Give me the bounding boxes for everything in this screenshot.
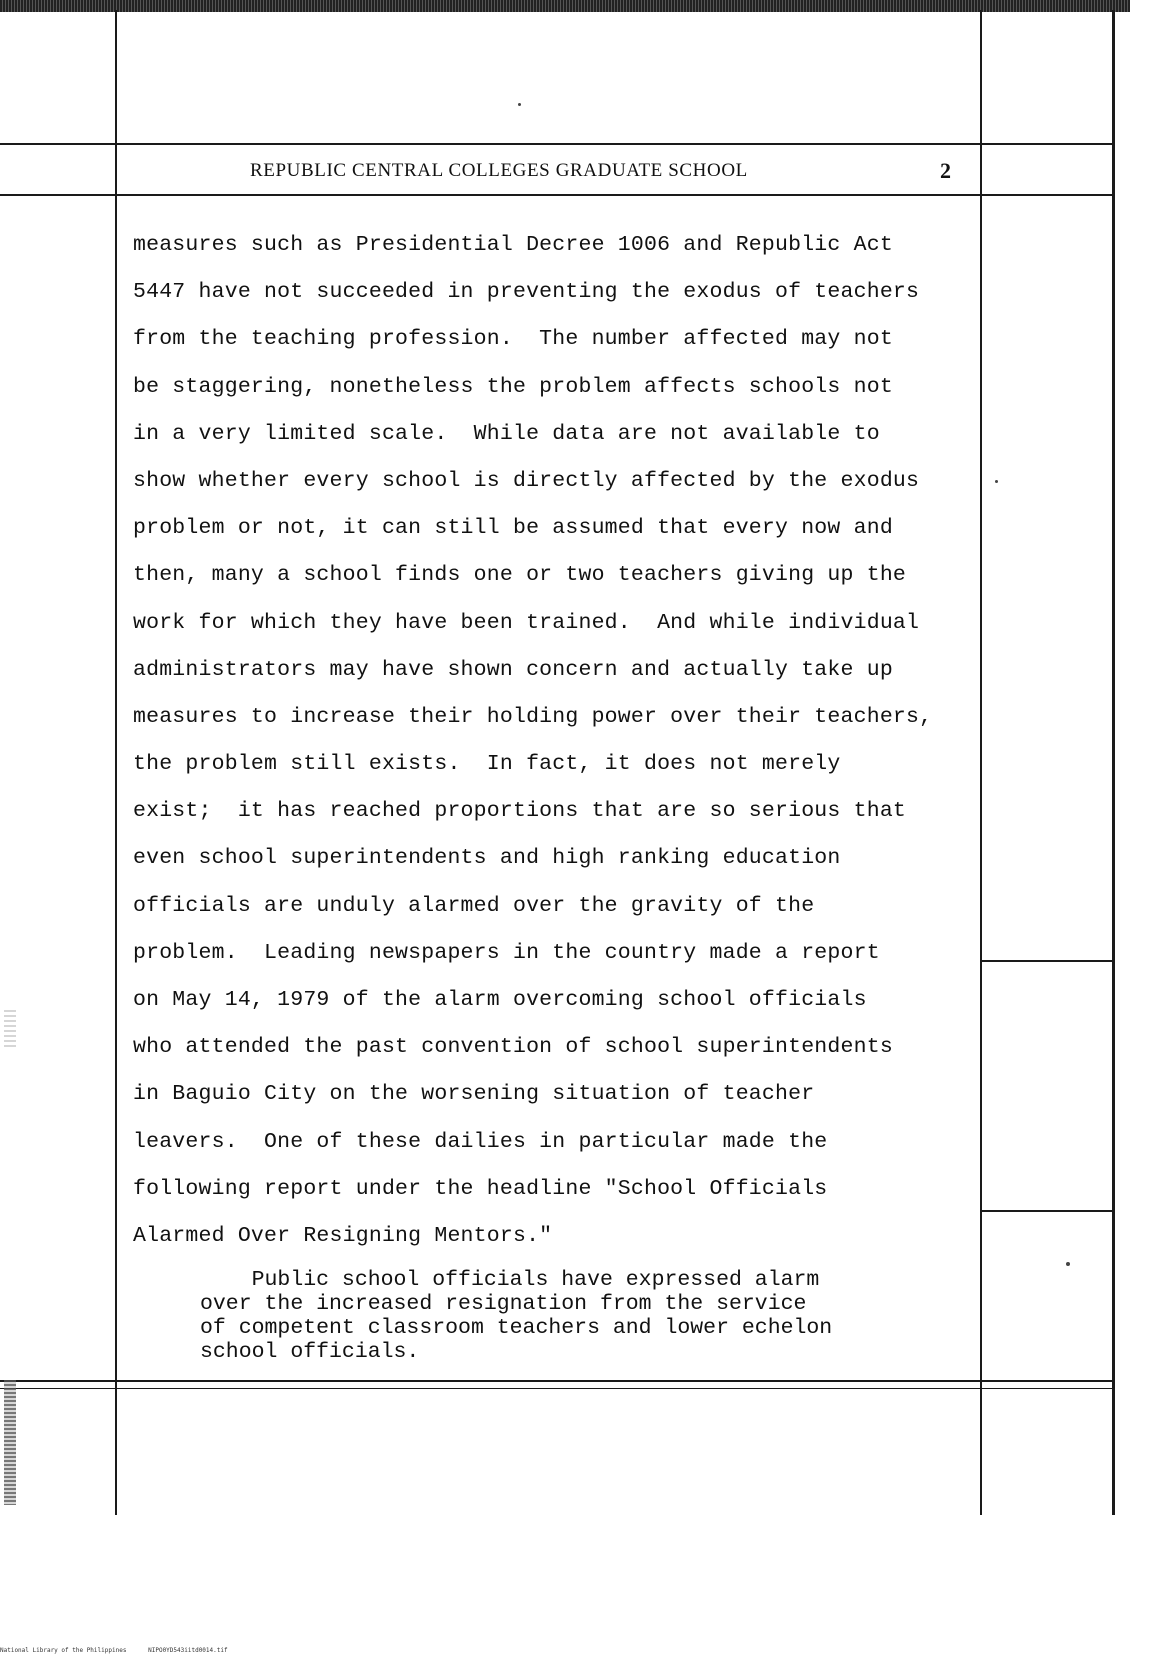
footer-second-rule	[0, 1388, 1115, 1389]
text-line: 5447 have not succeeded in preventing the exodus of teachers	[133, 280, 920, 305]
footer-file-id: NIPO0YD543iitd0014.tif	[148, 1647, 228, 1654]
header-bottom-rule	[0, 194, 1115, 196]
text-line: leavers. One of these dailies in particular made the	[133, 1129, 828, 1154]
quote-line: school officials.	[200, 1340, 420, 1364]
text-line: officials are unduly alarmed over the gravity of the	[133, 893, 815, 918]
scan-speck	[995, 480, 998, 483]
scan-edge-artifact	[4, 1380, 16, 1505]
text-line: exist; it has reached proportions that are so serious that	[133, 799, 907, 824]
text-line: following report under the headline "School Officials	[133, 1176, 828, 1201]
block-quote	[200, 1268, 960, 1364]
text-line: be staggering, nonetheless the problem affects schools not	[133, 374, 893, 399]
text-line: from the teaching profession. The number affected may not	[133, 327, 893, 352]
left-margin-rule	[115, 10, 117, 1515]
quote-line: of competent classroom teachers and lower echelon	[200, 1316, 833, 1340]
right-column-rule-2	[982, 1210, 1114, 1212]
footer-library: National Library of the Philippines	[0, 1647, 127, 1654]
text-line: the problem still exists. In fact, it does not merely	[133, 752, 841, 777]
outer-right-rule	[1112, 10, 1115, 1515]
footer-top-rule	[0, 1380, 1115, 1382]
text-line: in Baguio City on the worsening situation of teacher	[133, 1082, 815, 1107]
text-line: who attended the past convention of school superintendents	[133, 1035, 893, 1060]
scan-speck	[518, 103, 521, 106]
right-column-rule-1	[982, 960, 1114, 962]
header-top-rule	[0, 143, 1115, 145]
body-paragraph	[133, 222, 993, 1260]
text-line: administrators may have shown concern and actually take up	[133, 657, 893, 682]
text-line: on May 14, 1979 of the alarm overcoming school officials	[133, 988, 867, 1012]
page-header	[120, 150, 980, 190]
scan-edge-artifact	[4, 1010, 16, 1050]
text-line: then, many a school finds one or two teachers giving up the	[133, 563, 907, 588]
text-line: even school superintendents and high ranking education	[133, 846, 841, 871]
text-line: problem or not, it can still be assumed that every now and	[133, 516, 893, 541]
text-line: problem. Leading newspapers in the country made a report	[133, 940, 880, 965]
text-line: measures to increase their holding power over their teachers,	[133, 704, 933, 729]
quote-line: over the increased resignation from the service	[200, 1292, 807, 1316]
quote-line: Public school officials have expressed alarm	[200, 1268, 820, 1292]
text-line: work for which they have been trained. And while individual	[133, 610, 920, 635]
text-line: Alarmed Over Resigning Mentors."	[133, 1223, 553, 1248]
top-border-band	[0, 0, 1130, 12]
scan-footer	[0, 1647, 228, 1654]
text-line: show whether every school is directly affected by the exodus	[133, 468, 920, 493]
page-number: 2	[940, 158, 951, 183]
text-line: in a very limited scale. While data are not available to	[133, 421, 880, 446]
text-line: measures such as Presidential Decree 1006 and Republic Act	[133, 233, 893, 257]
header-title: REPUBLIC CENTRAL COLLEGES GRADUATE SCHOOL	[250, 160, 748, 181]
scan-speck	[1066, 1262, 1070, 1266]
